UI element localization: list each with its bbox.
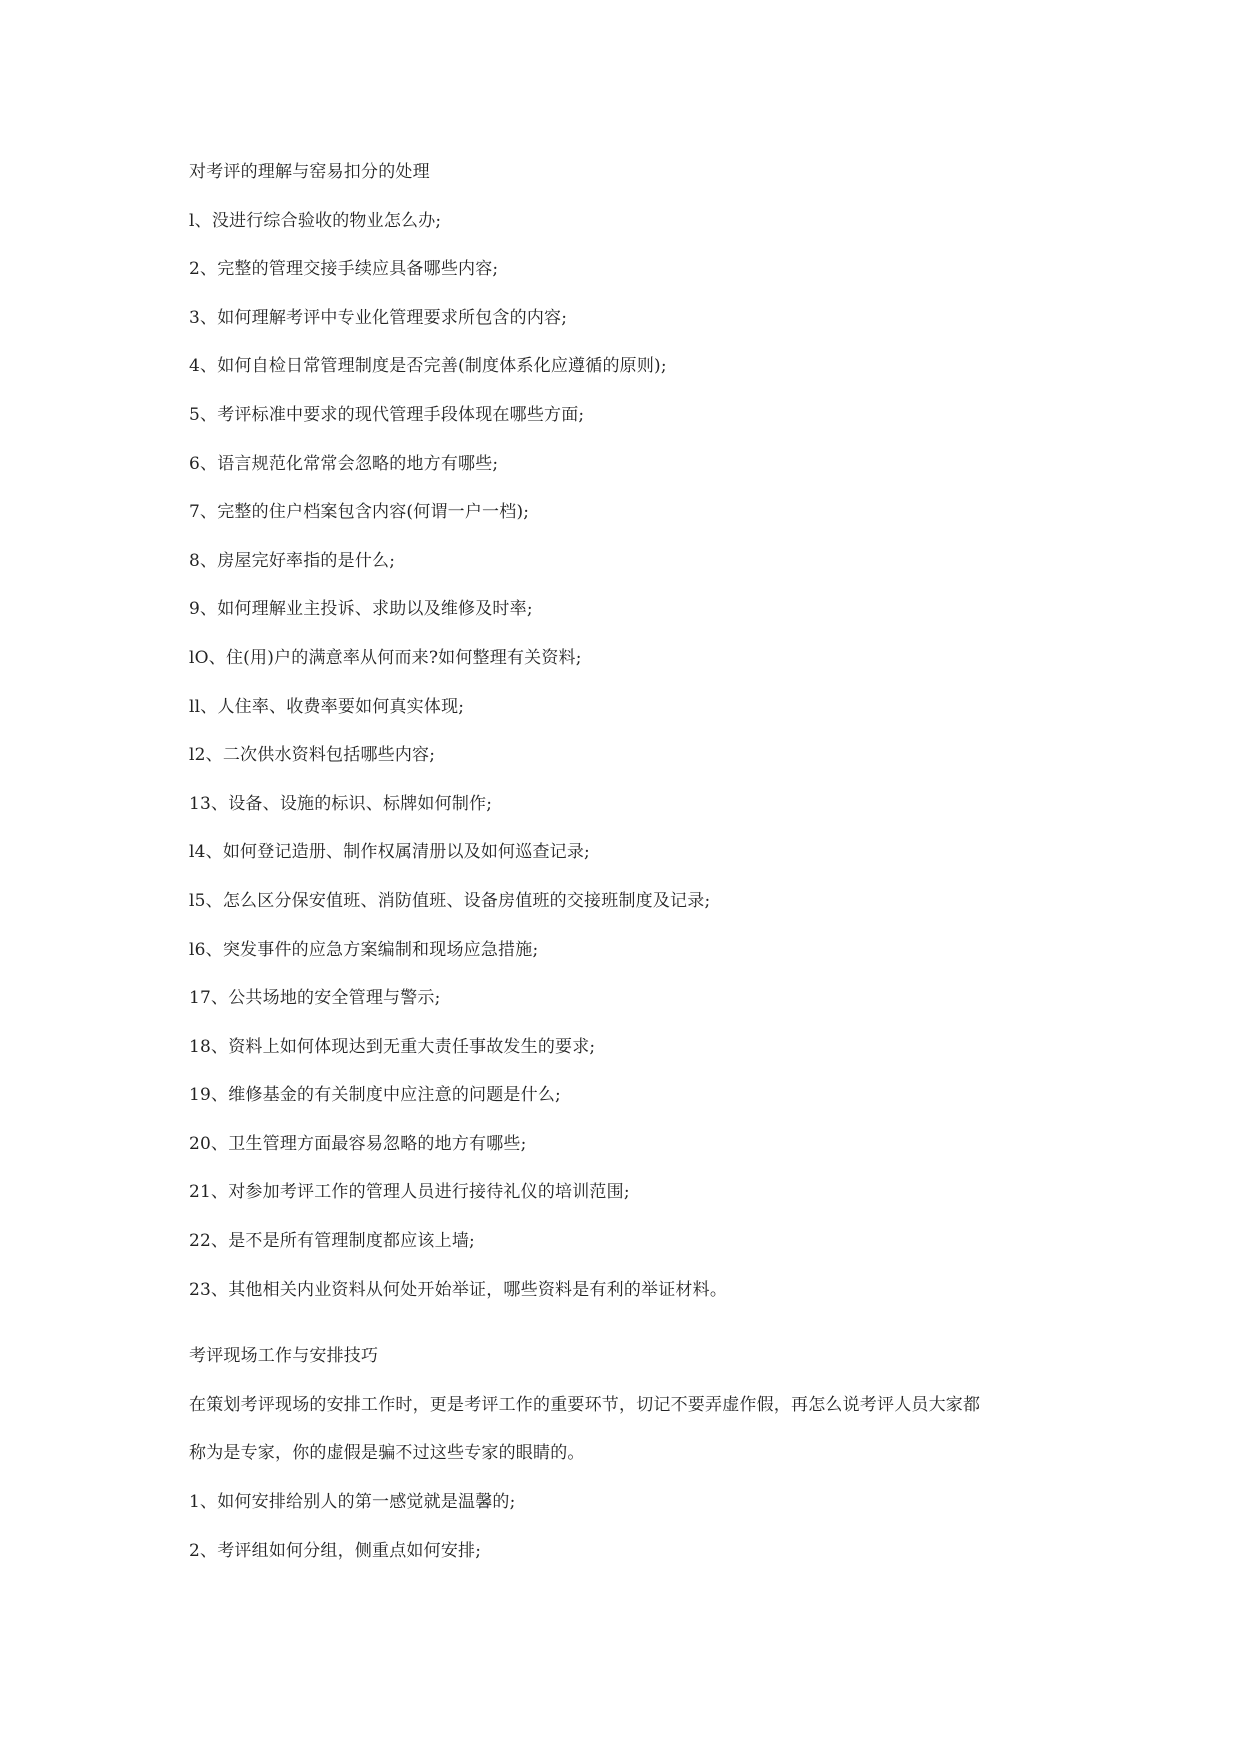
- list-item: 5、考评标准中要求的现代管理手段体现在哪些方面;: [189, 404, 585, 425]
- section2-paragraph: [189, 1393, 1069, 1466]
- list-item: ll、人住率、收费率要如何真实体现;: [189, 696, 465, 717]
- list-item: 18、资料上如何体现达到无重大责任事故发生的要求;: [189, 1036, 596, 1057]
- list-item: 4、如何自检日常管理制度是否完善(制度体系化应遵循的原则);: [189, 356, 667, 377]
- section1-title: 对考评的理解与窑易扣分的处理: [189, 162, 430, 182]
- list-item: l5、怎么区分保安值班、消防值班、设备房值班的交接班制度及记录;: [189, 890, 711, 911]
- paragraph-line: 在策划考评现场的安排工作时，更是考评工作的重要环节，切记不要弄虚作假，再怎么说考评人员大家都: [189, 1394, 981, 1415]
- list-item: l、没进行综合验收的物业怎么办;: [189, 210, 442, 231]
- list-item: lO、住(用)户的满意率从何而来?如何整理有关资料;: [189, 647, 582, 668]
- list-item: 8、房屋完好率指的是什么;: [189, 550, 396, 571]
- list-item: 6、语言规范化常常会忽略的地方有哪些;: [189, 453, 499, 474]
- section-spacer: [189, 1326, 1069, 1344]
- list-item: 3、如何理解考评中专业化管理要求所包含的内容;: [189, 307, 568, 328]
- section2-list: [189, 1490, 1069, 1563]
- list-item: 7、完整的住户档案包含内容(何谓一户一档);: [189, 502, 530, 523]
- list-item: l2、二次供水资料包括哪些内容;: [189, 745, 436, 766]
- list-item: 23、其他相关内业资料从何处开始举证，哪些资料是有利的举证材料。: [189, 1279, 728, 1300]
- list-item: 2、完整的管理交接手续应具备哪些内容;: [189, 259, 499, 280]
- list-item: 20、卫生管理方面最容易忽略的地方有哪些;: [189, 1133, 527, 1154]
- list-item: 1、如何安排给别人的第一感觉就是温馨的;: [189, 1492, 516, 1513]
- list-item: 9、如何理解业主投诉、求助以及维修及时率;: [189, 599, 533, 620]
- list-item: 2、考评组如何分组，侧重点如何安排;: [189, 1540, 482, 1561]
- list-item: 21、对参加考评工作的管理人员进行接待礼仪的培训范围;: [189, 1182, 630, 1203]
- list-item: 17、公共场地的安全管理与警示;: [189, 988, 441, 1009]
- document-content: [189, 160, 1069, 1587]
- list-item: l4、如何登记造册、制作权属清册以及如何巡查记录;: [189, 842, 590, 863]
- list-item: 22、是不是所有管理制度都应该上墙;: [189, 1231, 475, 1252]
- list-item: 19、维修基金的有关制度中应注意的问题是什么;: [189, 1085, 561, 1106]
- section1-list: [189, 209, 1069, 1302]
- section2-title: 考评现场工作与安排技巧: [189, 1346, 379, 1367]
- paragraph-line: 称为是专家，你的虚假是骗不过这些专家的眼睛的。: [189, 1443, 585, 1464]
- list-item: 13、设备、设施的标识、标牌如何制作;: [189, 793, 493, 814]
- list-item: l6、突发事件的应急方案编制和现场应急措施;: [189, 939, 539, 960]
